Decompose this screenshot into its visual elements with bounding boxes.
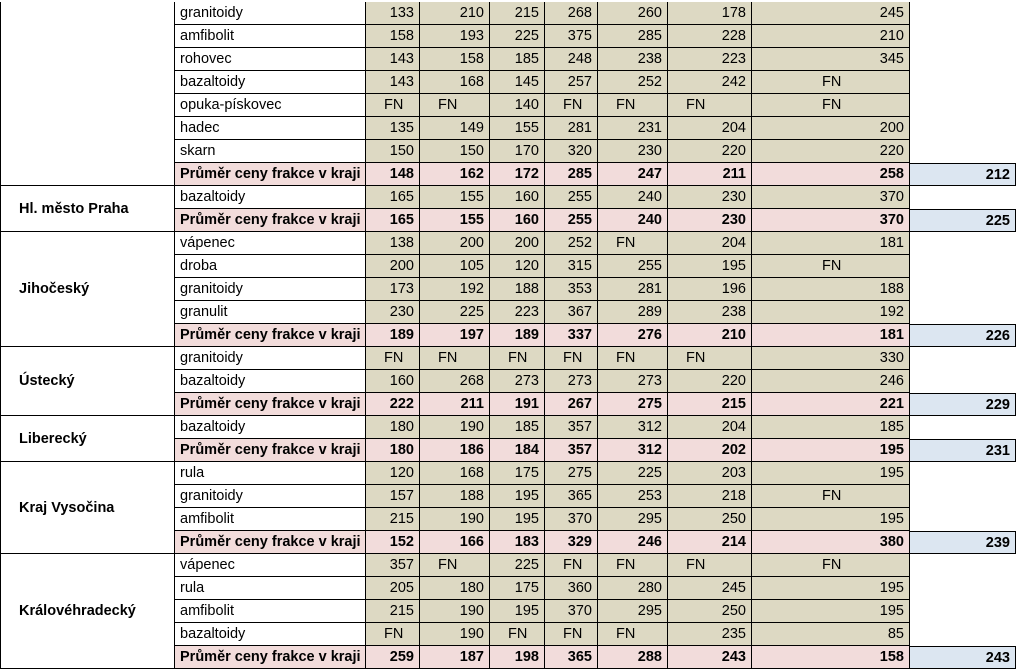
price-cell: 190 [420,508,490,531]
rock-type-cell: granitoidy [175,278,366,301]
price-cell: 150 [420,140,490,163]
price-cell: 180 [366,416,420,439]
price-cell: 370 [752,186,910,209]
price-cell: 200 [366,255,420,278]
overall-average-cell: 229 [910,393,1016,416]
price-cell: 175 [490,462,545,485]
rock-type-cell: hadec [175,117,366,140]
region-name-cell: Liberecký [0,416,175,462]
price-cell: 365 [545,485,598,508]
price-cell: FN [598,347,668,370]
average-price-cell: 258 [752,163,910,186]
price-cell: 231 [598,117,668,140]
price-cell: 196 [668,278,752,301]
price-cell: 215 [366,600,420,623]
price-cell: 193 [420,25,490,48]
average-price-cell: 152 [366,531,420,554]
price-cell: 133 [366,2,420,25]
price-cell: 160 [366,370,420,393]
price-cell: 180 [420,577,490,600]
price-cell: 281 [545,117,598,140]
price-cell: 273 [598,370,668,393]
price-cell: 370 [545,600,598,623]
price-cell: 200 [490,232,545,255]
rock-type-cell: bazaltoidy [175,416,366,439]
price-cell: 370 [545,508,598,531]
region-average-label: Průměr ceny frakce v kraji [175,393,366,416]
price-cell: 225 [490,25,545,48]
price-cell: 210 [420,2,490,25]
average-price-cell: 189 [490,324,545,347]
price-cell: 273 [545,370,598,393]
price-cell: FN [752,554,910,577]
overall-average-cell: 239 [910,531,1016,554]
price-cell: FN [752,71,910,94]
price-cell: 150 [366,140,420,163]
average-price-cell: 247 [598,163,668,186]
price-cell: 223 [668,48,752,71]
average-price-cell: 275 [598,393,668,416]
price-cell: 188 [490,278,545,301]
price-cell: 143 [366,71,420,94]
price-cell: 195 [490,485,545,508]
average-price-cell: 221 [752,393,910,416]
price-cell: 158 [420,48,490,71]
average-price-cell: 197 [420,324,490,347]
price-cell: 145 [490,71,545,94]
price-cell: 273 [490,370,545,393]
price-cell: 253 [598,485,668,508]
price-cell: 375 [545,25,598,48]
rock-type-cell: rula [175,462,366,485]
price-cell: 192 [752,301,910,324]
price-cell: 168 [420,462,490,485]
region-average-label: Průměr ceny frakce v kraji [175,324,366,347]
rock-type-cell: bazaltoidy [175,71,366,94]
rock-type-cell: vápenec [175,554,366,577]
price-cell: 245 [752,2,910,25]
region-average-label: Průměr ceny frakce v kraji [175,439,366,462]
price-cell: 218 [668,485,752,508]
average-price-cell: 215 [668,393,752,416]
average-price-cell: 202 [668,439,752,462]
region-average-label: Průměr ceny frakce v kraji [175,163,366,186]
price-cell: 353 [545,278,598,301]
price-cell: FN [668,94,752,117]
average-price-cell: 312 [598,439,668,462]
price-cell: 260 [598,2,668,25]
price-cell: 158 [366,25,420,48]
price-cell: 143 [366,48,420,71]
price-cell: 250 [668,600,752,623]
average-price-cell: 211 [668,163,752,186]
average-price-cell: 186 [420,439,490,462]
average-price-cell: 184 [490,439,545,462]
price-cell: 248 [545,48,598,71]
price-cell: 255 [545,186,598,209]
price-cell: 185 [752,416,910,439]
price-cell: 252 [545,232,598,255]
price-cell: 192 [420,278,490,301]
price-cell: 295 [598,600,668,623]
price-cell: 135 [366,117,420,140]
overall-average-cell: 243 [910,646,1016,669]
price-cell: FN [545,623,598,646]
price-cell: 289 [598,301,668,324]
price-cell: 230 [598,140,668,163]
rock-type-cell: opuka-pískovec [175,94,366,117]
price-cell: 168 [420,71,490,94]
price-cell: 220 [668,370,752,393]
region-name-cell [0,2,175,186]
price-cell: FN [490,347,545,370]
rock-type-cell: skarn [175,140,366,163]
average-price-cell: 160 [490,209,545,232]
price-cell: FN [598,554,668,577]
price-cell: 240 [598,186,668,209]
price-cell: FN [545,554,598,577]
price-cell: 345 [752,48,910,71]
price-cell: 105 [420,255,490,278]
price-cell: 230 [668,186,752,209]
overall-average-cell: 226 [910,324,1016,347]
average-price-cell: 276 [598,324,668,347]
average-price-cell: 155 [420,209,490,232]
price-cell: 215 [490,2,545,25]
rock-type-cell: amfibolit [175,25,366,48]
price-cell: 312 [598,416,668,439]
price-cell: 205 [366,577,420,600]
price-cell: FN [490,623,545,646]
price-cell: FN [752,94,910,117]
average-price-cell: 230 [668,209,752,232]
average-price-cell: 181 [752,324,910,347]
average-price-cell: 210 [668,324,752,347]
price-cell: 246 [752,370,910,393]
rock-type-cell: rula [175,577,366,600]
price-cell: FN [545,94,598,117]
price-cell: 357 [545,416,598,439]
average-price-cell: 180 [366,439,420,462]
price-cell: 230 [366,301,420,324]
average-price-cell: 337 [545,324,598,347]
price-cell: 255 [598,255,668,278]
price-cell: 223 [490,301,545,324]
rock-type-cell: bazaltoidy [175,623,366,646]
price-cell: FN [598,232,668,255]
price-cell: FN [366,347,420,370]
price-cell: 295 [598,508,668,531]
price-cell: FN [366,94,420,117]
rock-type-cell: bazaltoidy [175,370,366,393]
overall-average-cell: 225 [910,209,1016,232]
price-cell: 204 [668,232,752,255]
price-cell: 268 [420,370,490,393]
price-cell: 185 [490,48,545,71]
price-cell: 173 [366,278,420,301]
average-price-cell: 195 [752,439,910,462]
price-cell: 252 [598,71,668,94]
average-price-cell: 240 [598,209,668,232]
rock-type-cell: droba [175,255,366,278]
price-cell: 204 [668,416,752,439]
price-cell: 175 [490,577,545,600]
average-price-cell: 198 [490,646,545,669]
price-cell: 140 [490,94,545,117]
price-cell: FN [366,623,420,646]
price-cell: 160 [490,186,545,209]
average-price-cell: 222 [366,393,420,416]
price-cell: 190 [420,600,490,623]
average-price-cell: 365 [545,646,598,669]
region-name-cell: Ústecký [0,347,175,416]
price-cell: 195 [752,577,910,600]
price-cell: 367 [545,301,598,324]
price-cell: 203 [668,462,752,485]
region-average-label: Průměr ceny frakce v kraji [175,646,366,669]
price-cell: 120 [366,462,420,485]
price-cell: 220 [668,140,752,163]
price-cell: 190 [420,416,490,439]
price-cell: 210 [752,25,910,48]
price-cell: FN [545,347,598,370]
rock-type-cell: amfibolit [175,508,366,531]
price-cell: 200 [752,117,910,140]
average-price-cell: 255 [545,209,598,232]
overall-average-cell: 212 [910,163,1016,186]
price-cell: FN [752,255,910,278]
average-price-cell: 214 [668,531,752,554]
average-price-cell: 370 [752,209,910,232]
price-cell: 238 [668,301,752,324]
average-price-cell: 158 [752,646,910,669]
price-cell: 281 [598,278,668,301]
rock-type-cell: granitoidy [175,485,366,508]
price-cell: 220 [752,140,910,163]
average-price-cell: 357 [545,439,598,462]
price-cell: FN [598,94,668,117]
price-cell: 238 [598,48,668,71]
average-price-cell: 285 [545,163,598,186]
price-cell: 204 [668,117,752,140]
price-cell: 181 [752,232,910,255]
price-cell: FN [752,485,910,508]
price-cell: 357 [366,554,420,577]
price-cell: 195 [752,600,910,623]
price-cell: 195 [490,508,545,531]
price-cell: 280 [598,577,668,600]
rock-type-cell: granulit [175,301,366,324]
price-cell: 242 [668,71,752,94]
average-price-cell: 172 [490,163,545,186]
price-cell: 195 [752,508,910,531]
price-cell: 215 [366,508,420,531]
average-price-cell: 148 [366,163,420,186]
rock-type-cell: vápenec [175,232,366,255]
price-cell: FN [668,347,752,370]
average-price-cell: 191 [490,393,545,416]
price-cell: 250 [668,508,752,531]
price-cell: 170 [490,140,545,163]
price-cell: 360 [545,577,598,600]
average-price-cell: 380 [752,531,910,554]
price-cell: 155 [420,186,490,209]
price-cell: 178 [668,2,752,25]
average-price-cell: 166 [420,531,490,554]
price-cell: FN [668,554,752,577]
rock-type-cell: granitoidy [175,2,366,25]
price-cell: 257 [545,71,598,94]
price-cell: 195 [490,600,545,623]
average-price-cell: 267 [545,393,598,416]
overall-average-cell: 231 [910,439,1016,462]
region-average-label: Průměr ceny frakce v kraji [175,531,366,554]
average-price-cell: 246 [598,531,668,554]
average-price-cell: 288 [598,646,668,669]
average-price-cell: 243 [668,646,752,669]
price-cell: FN [598,623,668,646]
price-cell: 190 [420,623,490,646]
price-cell: 235 [668,623,752,646]
rock-type-cell: bazaltoidy [175,186,366,209]
price-cell: FN [420,554,490,577]
region-name-cell: Hl. město Praha [0,186,175,232]
price-cell: 138 [366,232,420,255]
average-price-cell: 183 [490,531,545,554]
price-cell: 275 [545,462,598,485]
price-cell: 225 [420,301,490,324]
region-name-cell: Královéhradecký [0,554,175,669]
price-cell: 245 [668,577,752,600]
average-price-cell: 259 [366,646,420,669]
price-cell: 188 [420,485,490,508]
price-cell: 165 [366,186,420,209]
price-cell: 195 [752,462,910,485]
price-cell: 155 [490,117,545,140]
price-cell: 200 [420,232,490,255]
price-cell: 225 [490,554,545,577]
price-cell: FN [420,94,490,117]
price-cell: 330 [752,347,910,370]
price-cell: 268 [545,2,598,25]
price-cell: 195 [668,255,752,278]
average-price-cell: 329 [545,531,598,554]
price-cell: 149 [420,117,490,140]
rock-type-cell: rohovec [175,48,366,71]
price-cell: 225 [598,462,668,485]
rock-type-cell: amfibolit [175,600,366,623]
average-price-cell: 211 [420,393,490,416]
price-cell: FN [420,347,490,370]
price-cell: 285 [598,25,668,48]
average-price-cell: 187 [420,646,490,669]
price-cell: 120 [490,255,545,278]
price-cell: 188 [752,278,910,301]
price-cell: 85 [752,623,910,646]
price-cell: 185 [490,416,545,439]
region-average-label: Průměr ceny frakce v kraji [175,209,366,232]
price-cell: 157 [366,485,420,508]
average-price-cell: 165 [366,209,420,232]
rock-type-cell: granitoidy [175,347,366,370]
price-cell: 228 [668,25,752,48]
average-price-cell: 189 [366,324,420,347]
region-name-cell: Jihočeský [0,232,175,347]
region-name-cell: Kraj Vysočina [0,462,175,554]
price-cell: 315 [545,255,598,278]
price-cell: 320 [545,140,598,163]
average-price-cell: 162 [420,163,490,186]
